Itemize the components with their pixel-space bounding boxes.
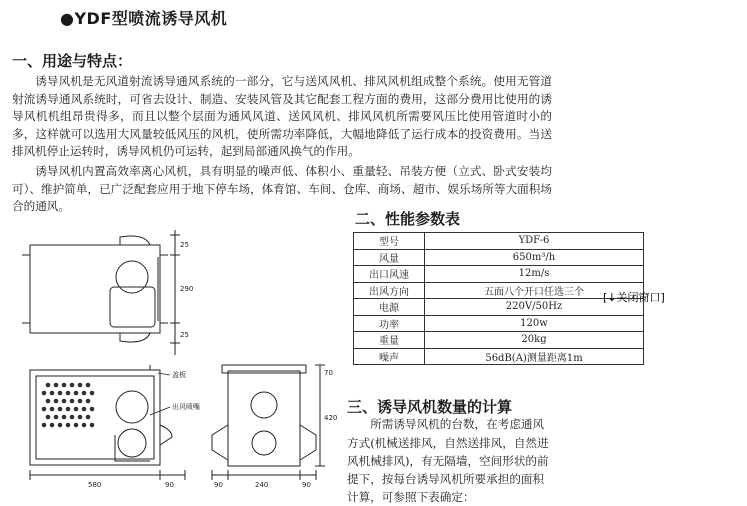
section-heading-calculation: 三、诱导风机数量的计算 [347,398,513,416]
fan-technical-drawing [0,225,345,506]
section-heading-spec: 二、性能参数表 [355,210,461,228]
spec-key: 风量 [354,249,425,266]
usage-paragraph-1: 诱导风机是无风道射流诱导通风系统的一部分，它与送风风机、排风风机组成整个系统。使用无管道射流诱导通风系统时，可省去设计、制造、安装风管及其它配套工程方面的费用，这部分费用比使用的诱导风机机组昂贵得多，而且以整个层面为通风风道、送风风机、排风风机所需要风压比使用管道时小的多，这样就可以选用大风量较低风压的风机，使所需功率降低，大幅地降低了运行成本的投资费用。当送排风机停止运转时，诱导风机仍可运转，起到局部通风换气的作用。 [12,74,552,158]
spec-value: 220V/50Hz [425,299,644,316]
spec-key: 出风方向 [354,282,425,299]
dim-label: 290 [180,285,194,293]
spec-key: 噪声 [354,348,425,365]
spec-value: 56dB(A)测量距离1m [425,348,644,365]
close-window-link[interactable]: [↓关闭窗口] [603,291,665,304]
spec-row [354,266,644,283]
calc-line: 所需诱导风机的台数，在考虑通风 [370,417,545,431]
spec-row [354,249,644,266]
spec-value: 650m³/h [425,249,644,266]
spec-value: 五面八个开口任选三个 [425,282,644,299]
spec-row [354,332,644,349]
dim-label: 420 [324,414,338,422]
spec-row [354,348,644,365]
spec-row [354,282,644,299]
dim-label: 580 [88,481,102,489]
spec-key: 出口风速 [354,266,425,283]
spec-table [353,232,644,365]
vent-holes [42,383,95,428]
drawing-label-nozzle: 出风喷嘴 [172,403,200,411]
spec-value: YDF-6 [425,233,644,250]
page-title: ●YDF型喷流诱导风机 [60,9,228,28]
front-view-drawing [30,365,185,480]
dim-label: 25 [180,241,189,249]
spec-value: 12m/s [425,266,644,283]
dim-label: 90 [214,481,223,489]
calculation-text [347,416,567,506]
spec-row [354,315,644,332]
dim-label: 90 [302,481,311,489]
top-view-drawing [22,230,180,355]
spec-row [354,233,644,250]
spec-row [354,299,644,316]
section-heading-usage: 一、用途与特点： [12,52,133,70]
spec-key: 重量 [354,332,425,349]
drawing-label-cover: 盖板 [172,371,186,379]
spec-key: 功率 [354,315,425,332]
dim-label: 25 [180,331,189,339]
usage-paragraph-2: 诱导风机内置高效率离心风机，具有明显的噪声低、体积小、重量轻、吊装方便（立式、卧式安装均可）、维护简单，已广泛配套应用于地下停车场，体育馆、车间、仓库、商场、超市、娱乐场所等大面积场合的通风。 [12,164,552,213]
spec-value: 120w [425,315,644,332]
dim-label: 70 [324,369,333,377]
dim-label: 240 [255,481,269,489]
spec-value: 20kg [425,332,644,349]
side-view-drawing [212,365,325,480]
calc-line: 计算，可参照下表确定： [347,489,475,504]
dim-label: 90 [165,481,174,489]
spec-key: 电源 [354,299,425,316]
spec-key: 型号 [354,233,425,250]
calc-line: 风机械排风)，有无隔墙，空间形状的前 [347,453,549,468]
calc-line: 提下，按每台诱导风机所要承担的面积 [347,471,545,486]
calc-line: 方式(机械送排风，自然送排风，自然进 [347,435,549,450]
